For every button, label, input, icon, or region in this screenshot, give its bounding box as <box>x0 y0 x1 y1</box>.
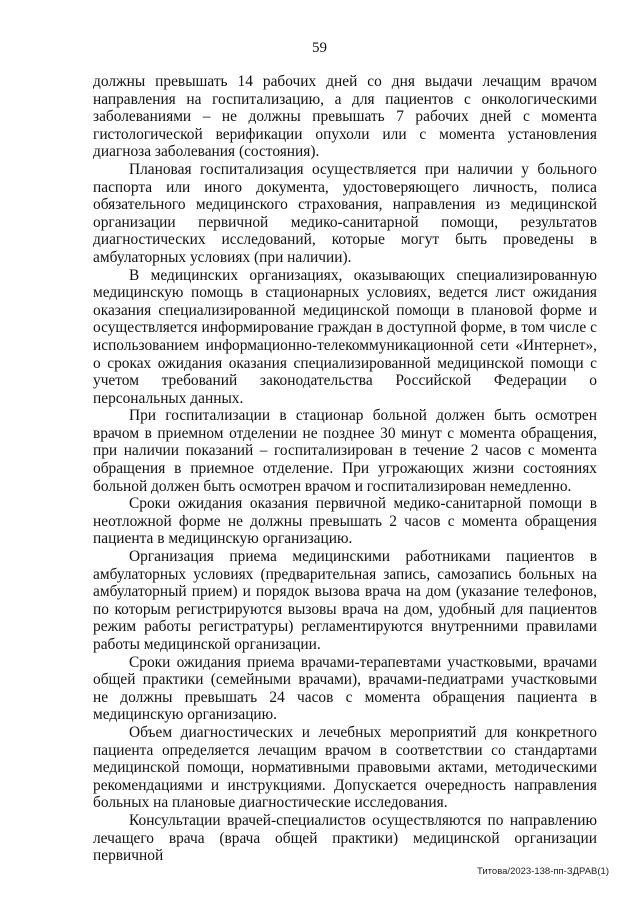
paragraph-appointment-organization: Организация приема медицинскими работниками пациентов в амбулаторных условиях (предварительная запись, самозапись больных на амбулаторный прием) и порядок вызова врача на дом (указание телефонов, по которым регистрируются вызовы врача на дом, удобный для пациентов режим работы регистратуры) регламентируются внутренними правилами работы медицинской организации. <box>93 548 597 653</box>
paragraph-waiting-list: В медицинских организациях, оказывающих специализированную медицинскую помощь в стационарных условиях, ведется лист ожидания оказания специализированной медицинской помощи в плановой форме и осуществляется информирование граждан в доступной форме, в том числе с использованием информационно-телекоммуникационной сети «Интернет», о сроках ожидания оказания специализированной медицинской помощи с учетом требований законодательства Российской Федерации о персональных данных. <box>93 266 597 407</box>
document-footer-code: Титова/2023-138-пп-ЗДРАВ(1) <box>476 866 609 877</box>
paragraph-urgent-care-wait: Сроки ожидания оказания первичной медико-санитарной помощи в неотложной форме не должны превышать 2 часов с момента обращения пациента в медицинскую организацию. <box>93 495 597 548</box>
paragraph-diagnostic-scope: Объем диагностических и лечебных мероприятий для конкретного пациента определяется лечащим врачом в соответствии со стандартами медицинской помощи, нормативными правовыми актами, методическими рекомендациями и инструкциями. Допускается очередность направления больных на плановые диагностические исследования. <box>93 723 597 812</box>
page-number: 59 <box>312 40 327 56</box>
body-text <box>93 73 597 865</box>
paragraph-continuation: должны превышать 14 рабочих дней со дня выдачи лечащим врачом направления на госпитализацию, а для пациентов с онкологическими заболеваниями – не должны превышать 7 рабочих дней с момента гистологической верификации опухоли или с момента установления диагноза заболевания (состояния). <box>93 73 597 161</box>
paragraph-therapist-wait: Сроки ожидания приема врачами-терапевтами участковыми, врачами общей практики (семейными врачами), врачами-педиатрами участковыми не должны превышать 24 часов с момента обращения пациента в медицинскую организацию. <box>93 653 597 724</box>
paragraph-specialist-consultations: Консультации врачей-специалистов осуществляются по направлению лечащего врача (врача общей практики) медицинской организации первичной <box>93 811 597 865</box>
paragraph-planned-hospitalization: Плановая госпитализация осуществляется при наличии у больного паспорта или иного документа, удостоверяющего личность, полиса обязательного медицинского страхования, направления из медицинской организации первичной медико-санитарной помощи, результатов диагностических исследований, которые могут быть проведены в амбулаторных условиях (при наличии). <box>93 160 597 266</box>
paragraph-admission-exam: При госпитализации в стационар больной должен быть осмотрен врачом в приемном отделении не позднее 30 минут с момента обращения, при наличии показаний – госпитализирован в течение 2 часов с момента обращения в приемное отделение. При угрожающих жизни состояниях больной должен быть осмотрен врачом и госпитализирован немедленно. <box>93 407 597 495</box>
